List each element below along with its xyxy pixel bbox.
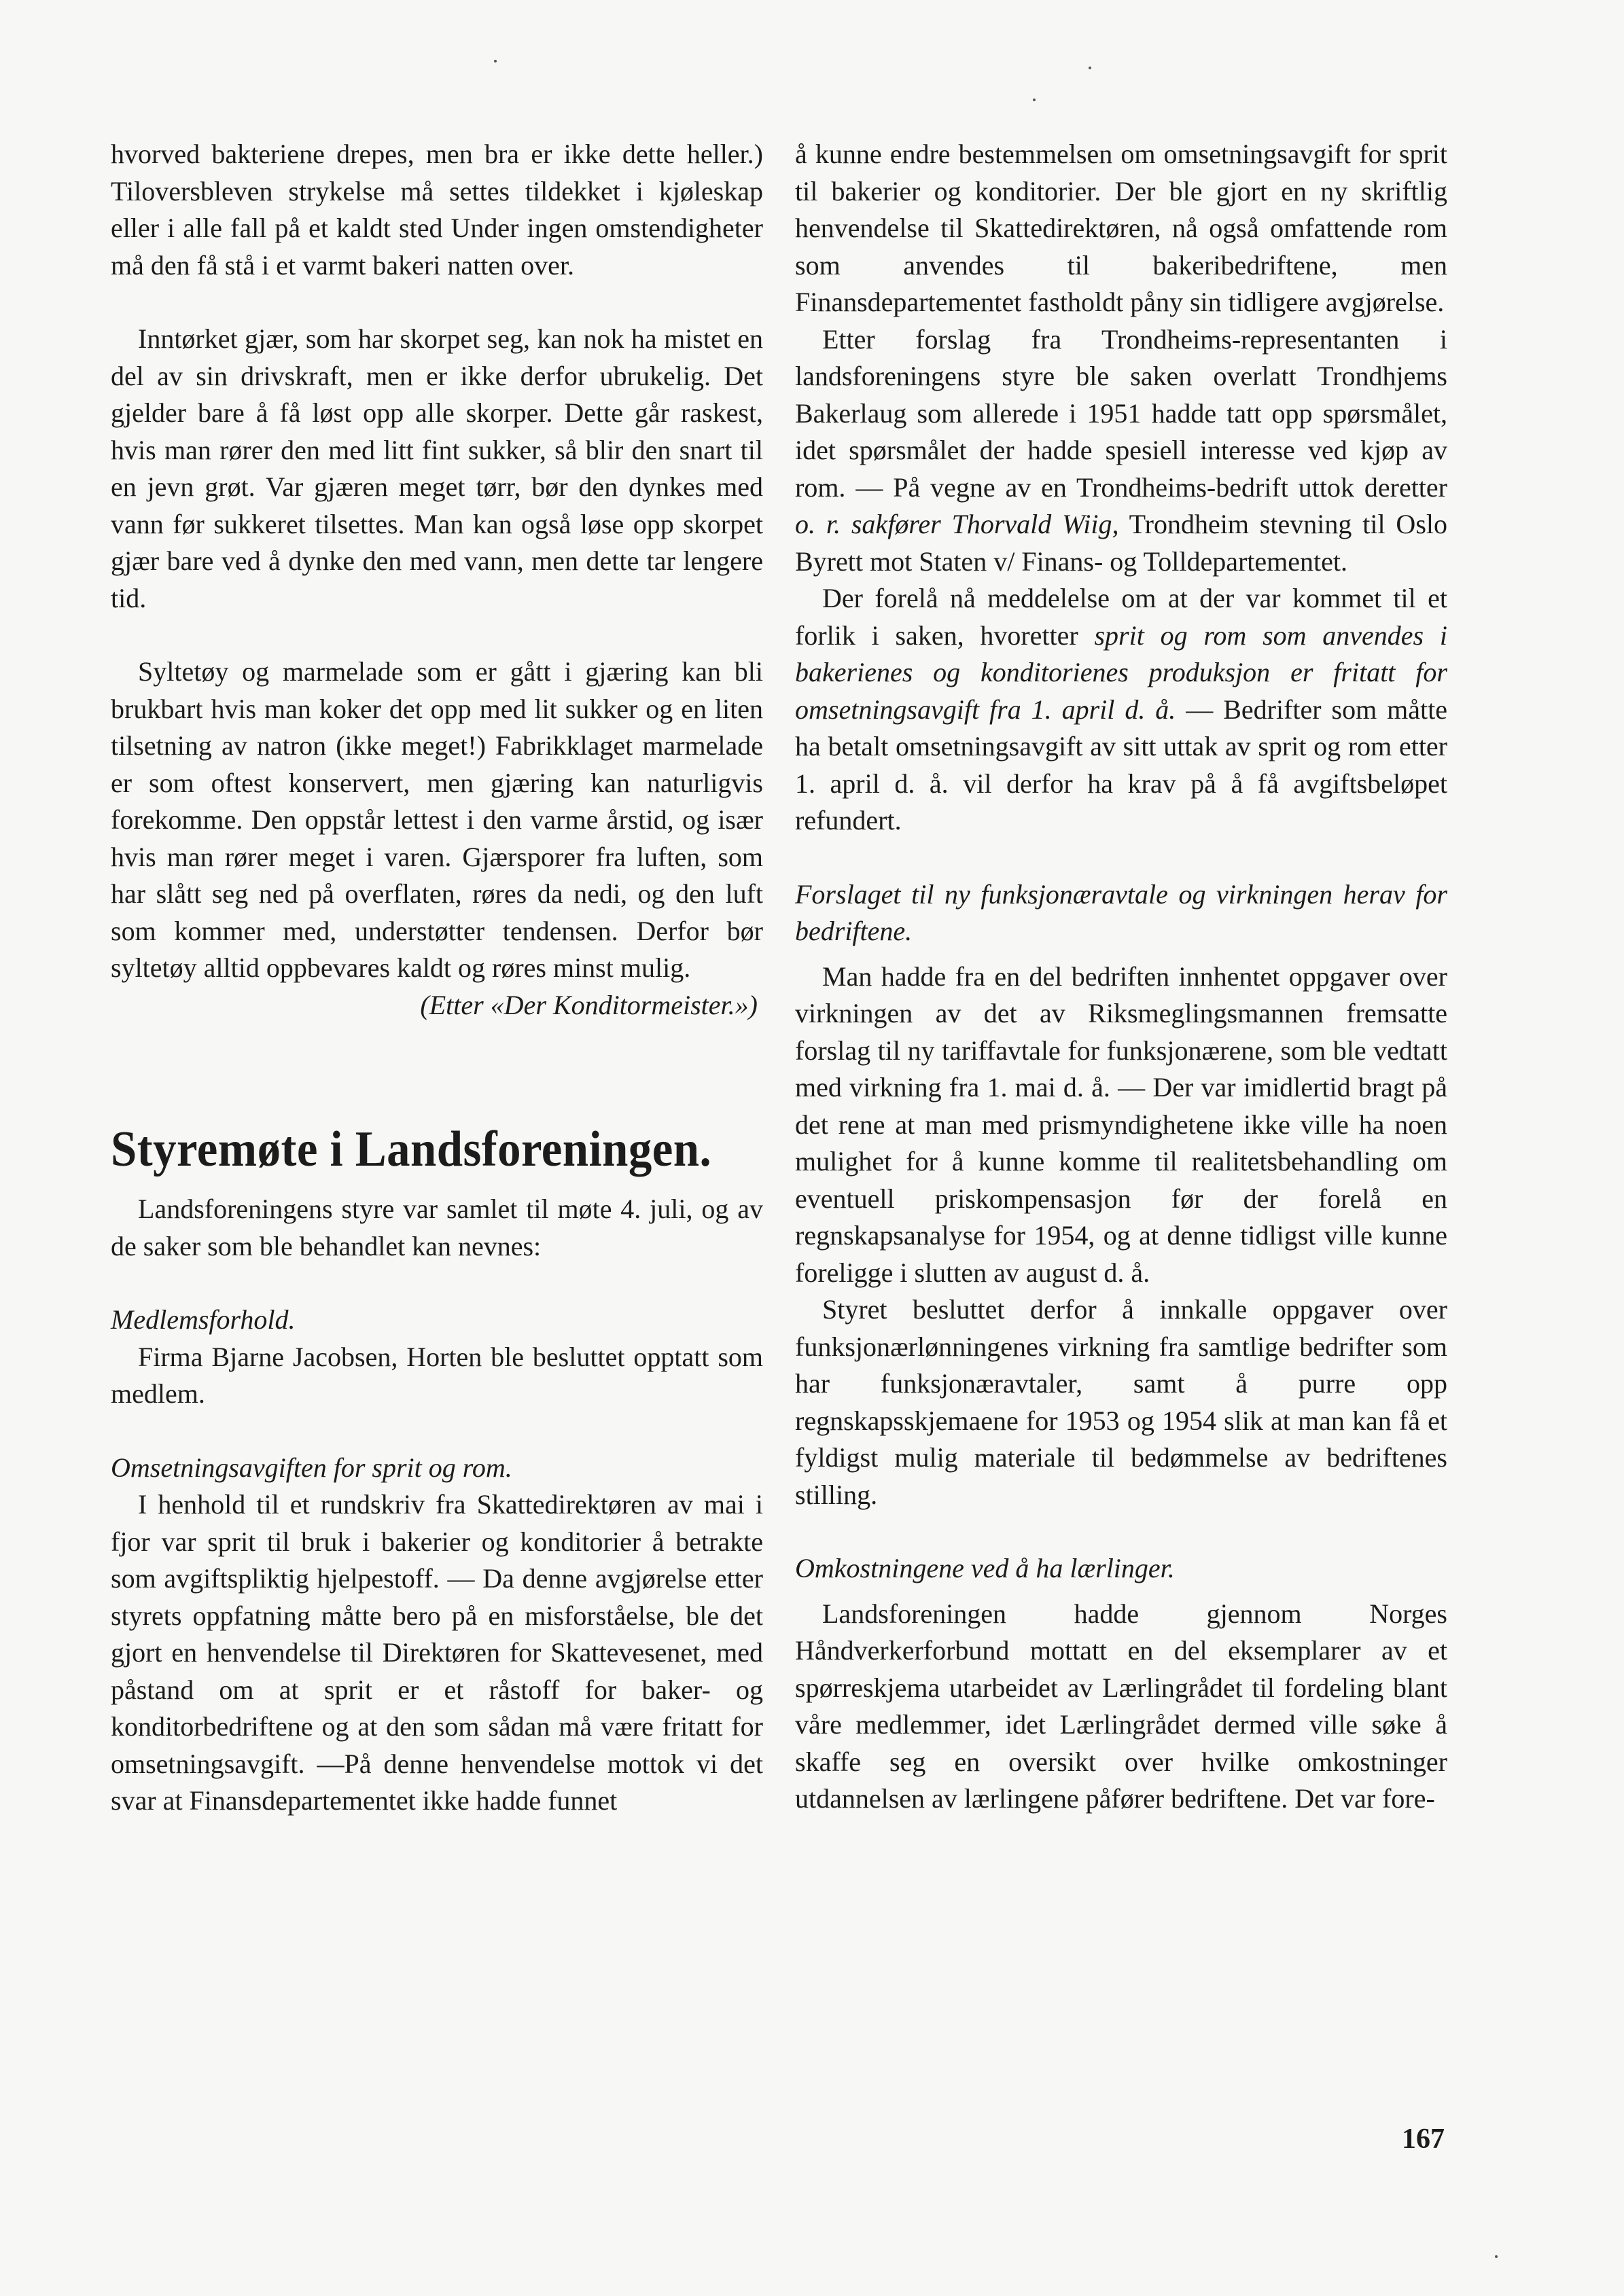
text-run: Der forelå nå meddelelse om at der var kommet til et forlik i saken, hvoretter	[795, 583, 1447, 651]
text-run-italic: sprit og rom som anvendes i bakerienes og konditorienes produksjon er fritatt for omsetningsavgift fra 1. april d. å.	[795, 620, 1447, 725]
left-column	[111, 136, 763, 1820]
source-citation: (Etter «Der Konditormeister.»)	[420, 989, 758, 1020]
paragraph: Inntørket gjær, som har skorpet seg, kan nok ha mistet en del av sin drivskraft, men er ikke derfor ubrukelig. Det gjelder bare å få løst opp alle skorper. Dette går raskest, hvis man rører den med litt fint sukker, så blir den snart til en jevn grøt. Var gjæren meget tørr, bør den dynkes med vann før sukkeret tilsettes. Man kan også løse opp skorpet gjær bare ved å dynke den med vann, men dette tar lengere tid.	[111, 323, 763, 613]
subheading-apprentice-costs: Omkostningene ved å ha lærlinger.	[795, 1553, 1175, 1583]
right-column	[795, 136, 1447, 1818]
paragraph	[795, 580, 1447, 840]
page-number: 167	[1402, 2123, 1445, 2155]
paragraph: å kunne endre bestemmelsen om omsetningsavgift for sprit til bakerier og konditorier. Der ble gjort en ny skriftlig henvendelse til Skattedirektøren, nå også omfattende rom som anvendes til bakeribedriftene, men Finansdepartementet fastholdt påny sin tidligere avgjørelse.	[795, 139, 1447, 317]
paragraph: Landsforeningens styre var samlet til møte 4. juli, og av de saker som ble behandlet kan nevnes:	[111, 1194, 763, 1261]
paragraph: hvorved bakteriene drepes, men bra er ikke dette heller.) Tiloversbleven strykelse må settes tildekket i kjøleskap eller i alle fall på et kaldt sted Under ingen omstendigheter må den få stå i et varmt bakeri natten over.	[111, 139, 763, 281]
text-run: Etter forslag fra Trondheims-representanten i landsforeningens styre ble saken overlatt Trondhjems Bakerlaug som allerede i 1951 hadde tatt opp spørsmålet, idet spørsmålet der hadde spesiell interesse ved kjøp av rom. — På vegne av en Trondheims-bedrift uttok deretter	[795, 323, 1447, 503]
scan-speck	[494, 60, 497, 62]
paragraph: Man hadde fra en del bedriften innhentet oppgaver over virkningen av det av Riksmeglingsmannen fremsatte forslag til ny tariffavtale for funksjonærene, som ble vedtatt med virkning fra 1. mai d. å. — Der var imidlertid bragt på det rene at man med prismyndighetene ikke ville ha noen mulighet for å kunne komme til realitetsbehandling om eventuell priskompensasjon før der forelå en regnskapsanalyse for 1954, og at denne tidligst ville kunne foreligge i slutten av august d. å.	[795, 961, 1447, 1288]
paragraph: Landsforeningen hadde gjennom Norges Håndverkerforbund mottatt en del eksemplarer av et spørreskjema utarbeidet av Lærlingrådet til fordeling blant våre medlemmer, idet Lærlingrådet dermed ville søke å skaffe seg en oversikt over hvilke omkostninger utdannelsen av lærlingene påfører bedriftene. Det var fore-	[795, 1598, 1447, 1814]
text-run-italic: o. r. sakfører Thorvald Wiig,	[795, 509, 1119, 539]
scan-speck	[1033, 98, 1036, 101]
paragraph: Styret besluttet derfor å innkalle oppgaver over funksjonærlønningenes virkning fra samtlige bedrifter som har funksjonæravtaler, samt å purre opp regnskapsskjemaene for 1953 og 1954 slik at man kan få et fyldigst mulig materiale til bedømmelse av bedriftenes stilling.	[795, 1294, 1447, 1510]
text-run: — Bedrifter som måtte ha betalt omsetningsavgift av sitt uttak av sprit og rom etter 1. april d. å. vil derfor ha krav på å få avgiftsbeløpet refundert.	[795, 694, 1447, 836]
paragraph: Firma Bjarne Jacobsen, Horten ble besluttet opptatt som medlem.	[111, 1341, 763, 1409]
text-run: Trondheim stevning til Oslo Byrett mot Staten v/ Finans- og Tolldepartementet.	[795, 509, 1447, 577]
subheading-employee-agreement: Forslaget til ny funksjonæravtale og virkningen herav for bedriftene.	[795, 878, 1447, 946]
scan-speck	[1089, 67, 1091, 69]
paragraph: Syltetøy og marmelade som er gått i gjæring kan bli brukbart hvis man koker det opp med lit sukker og en liten tilsetning av natron (ikke meget!) Fabrikklaget marmelade er som oftest konservert, men gjæring kan naturligvis forekomme. Den oppstår lettest i den varme årstid, og især hvis man rører meget i varen. Gjærsporer fra luften, som har slått seg ned på overflaten, røres da nedi, og den luft som kommer med, understøtter tendensen. Derfor bør syltetøy alltid oppbevares kaldt og røres minst mulig.	[111, 656, 763, 983]
section-heading: Styremøte i Landsforeningen.	[111, 1122, 712, 1177]
subheading-sales-tax: Omsetningsavgiften for sprit og rom.	[111, 1452, 512, 1483]
paragraph: I henhold til et rundskriv fra Skattedirektøren av mai i fjor var sprit til bruk i bakerier og konditorier å betrakte som avgiftspliktig hjelpestoff. — Da denne avgjørelse etter styrets oppfatning måtte bero på en misforståelse, ble det gjort en henvendelse til Direktøren for Skattevesenet, med påstand om at sprit er et råstoff for baker- og konditorbedriftene og at den som sådan må være fritatt for omsetningsavgift. —På denne henvendelse mottok vi det svar at Finansdepartementet ikke hadde funnet	[111, 1489, 763, 1816]
scan-speck	[1495, 2255, 1498, 2258]
subheading-membership: Medlemsforhold.	[111, 1304, 296, 1335]
paragraph	[795, 321, 1447, 581]
